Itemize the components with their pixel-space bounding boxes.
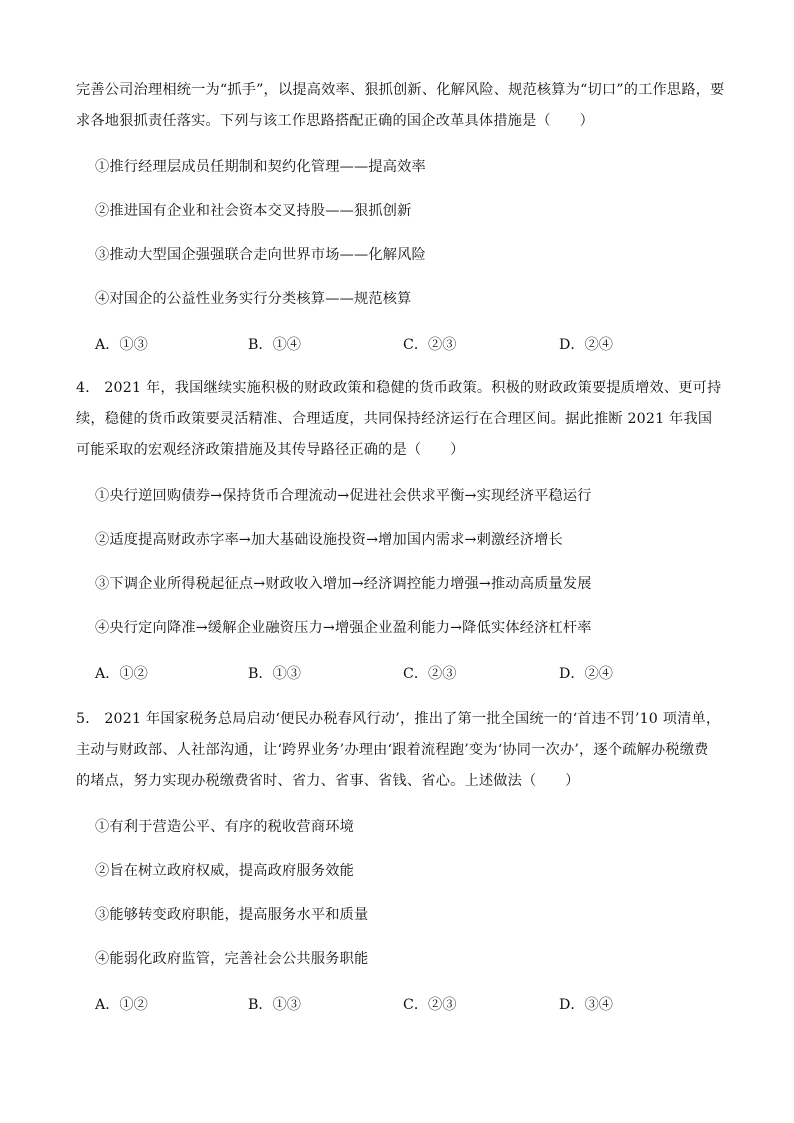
- q3-choice-c[interactable]: C．②③: [403, 337, 457, 353]
- q3-option-1: ①推行经理层成员任期制和契约化管理——提高效率: [95, 159, 426, 175]
- q4-option-4: ④央行定向降准→缓解企业融资压力→增强企业盈利能力→降低实体经济杠杆率: [95, 620, 592, 636]
- q3-choices: [95, 335, 655, 355]
- q4-option-2: ②适度提高财政赤字率→加大基础设施投资→增加国内需求→刺激经济增长: [95, 532, 563, 548]
- q4-choice-b[interactable]: B．①③: [248, 666, 301, 682]
- q4-stem-line-1: 4． 2021 年，我国继续实施积极的财政政策和稳健的货币政策。积极的财政政策要提质增效、更可持: [76, 380, 722, 396]
- q3-stem-line-2: 求各地狠抓责任落实。下列与该工作思路搭配正确的国企改革具体措施是（ ）: [76, 113, 594, 129]
- q5-choice-c[interactable]: C．②③: [403, 997, 457, 1013]
- q5-stem-line-3: 的堵点，努力实现办税缴费省时、省力、省事、省钱、省心。上述做法（ ）: [76, 773, 580, 789]
- q3-option-2: ②推进国有企业和社会资本交叉持股——狠抓创新: [95, 203, 412, 219]
- q3-choice-b[interactable]: B．①④: [248, 337, 301, 353]
- q5-option-4: ④能弱化政府监管，完善社会公共服务职能: [95, 951, 369, 967]
- q3-stem-line-1: 完善公司治理相统一为“抓手”，以提高效率、狠抓创新、化解风险、规范核算为“切口”的工作思路，要: [76, 82, 725, 98]
- q4-choice-c[interactable]: C．②③: [403, 666, 457, 682]
- q4-option-1: ①央行逆回购债券→保持货币合理流动→促进社会供求平衡→实现经济平稳运行: [95, 488, 592, 504]
- q5-option-2: ②旨在树立政府权威，提高政府服务效能: [95, 863, 354, 879]
- q3-option-4: ④对国企的公益性业务实行分类核算——规范核算: [95, 291, 412, 307]
- q4-option-3: ③下调企业所得税起征点→财政收入增加→经济调控能力增强→推动高质量发展: [95, 576, 592, 592]
- q4-choice-a[interactable]: A．①②: [95, 666, 148, 682]
- q4-choices: [95, 664, 655, 684]
- q5-choice-d[interactable]: D．③④: [559, 997, 613, 1013]
- q5-stem-line-2: 主动与财政部、人社部沟通，让‘跨界业务’办理由‘跟着流程跑’变为‘协同一次办’，逐个疏解办税缴费: [76, 742, 709, 758]
- q4-stem-line-3: 可能采取的宏观经济政策措施及其传导路径正确的是（ ）: [76, 442, 465, 458]
- q3-option-3: ③推动大型国企强强联合走向世界市场——化解风险: [95, 247, 426, 263]
- q5-choice-a[interactable]: A．①②: [95, 997, 148, 1013]
- q4-stem-line-2: 续，稳健的货币政策要灵活精准、合理适度，共同保持经济运行在合理区间。据此推断 2021 年我国: [76, 411, 713, 427]
- q4-choice-d[interactable]: D．②④: [559, 666, 613, 682]
- q5-option-3: ③能够转变政府职能，提高服务水平和质量: [95, 907, 369, 923]
- q5-choices: [95, 995, 655, 1015]
- q3-choice-d[interactable]: D．②④: [559, 337, 613, 353]
- q5-choice-b[interactable]: B．①③: [248, 997, 301, 1013]
- q5-option-1: ①有利于营造公平、有序的税收营商环境: [95, 819, 354, 835]
- q3-choice-a[interactable]: A．①③: [95, 337, 148, 353]
- q5-stem-line-1: 5． 2021 年国家税务总局启动‘便民办税春风行动’，推出了第一批全国统一的‘首违不罚’10 项清单，: [76, 711, 721, 727]
